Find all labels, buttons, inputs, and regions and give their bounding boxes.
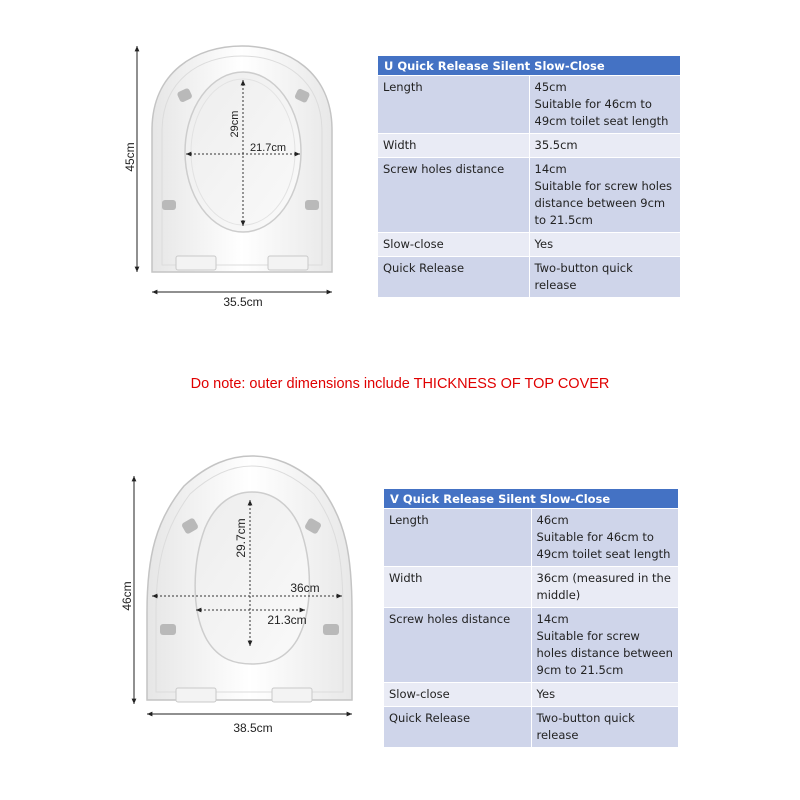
v-table-title: V Quick Release Silent Slow-Close (384, 489, 679, 509)
row-value: 35.5cm (529, 134, 681, 158)
table-row (378, 76, 681, 134)
row-label: Width (378, 134, 530, 158)
table-row (384, 567, 679, 608)
table-row (384, 707, 679, 748)
row-label: Screw holes distance (378, 158, 530, 233)
u-seat-drawing (152, 46, 332, 272)
u-inner-width-label: 21.7cm (249, 142, 287, 154)
row-value: 14cm Suitable for screw holes distance between 9cm to 21.5cm (529, 158, 681, 233)
row-label: Quick Release (384, 707, 532, 748)
u-width-label: 35.5cm (223, 295, 263, 309)
dimension-note: Do note: outer dimensions include THICKNESS OF TOP COVER (190, 376, 610, 392)
u-height-label: 45cm (123, 142, 137, 172)
u-table-title: U Quick Release Silent Slow-Close (378, 56, 681, 76)
table-row (384, 509, 679, 567)
v-spec-table (383, 488, 679, 748)
v-middle-width-label: 36cm (290, 581, 320, 595)
row-value: Two-button quick release (531, 707, 679, 748)
row-label: Length (378, 76, 530, 134)
v-inner-height-label: 29.7cm (234, 518, 248, 558)
row-label: Slow-close (384, 683, 532, 707)
row-label: Slow-close (378, 233, 530, 257)
row-label: Length (384, 509, 532, 567)
u-inner-height-label: 29cm (229, 110, 241, 138)
table-row (384, 683, 679, 707)
row-value: 14cm Suitable for screw holes distance between 9cm to 21.5cm (531, 608, 679, 683)
table-row (378, 233, 681, 257)
row-value: Yes (529, 233, 681, 257)
table-row (384, 608, 679, 683)
row-value: 45cm Suitable for 46cm to 49cm toilet seat length (529, 76, 681, 134)
row-value: Yes (531, 683, 679, 707)
table-row (378, 134, 681, 158)
v-width-label: 38.5cm (233, 721, 273, 735)
row-value: Two-button quick release (529, 257, 681, 298)
u-spec-table (377, 55, 681, 298)
table-row (378, 257, 681, 298)
v-height-label: 46cm (120, 581, 134, 611)
v-inner-width-label: 21.3cm (267, 613, 307, 627)
row-value: 36cm (measured in the middle) (531, 567, 679, 608)
row-label: Width (384, 567, 532, 608)
row-label: Screw holes distance (384, 608, 532, 683)
row-label: Quick Release (378, 257, 530, 298)
table-row (378, 158, 681, 233)
row-value: 46cm Suitable for 46cm to 49cm toilet seat length (531, 509, 679, 567)
v-seat-drawing (147, 456, 352, 702)
